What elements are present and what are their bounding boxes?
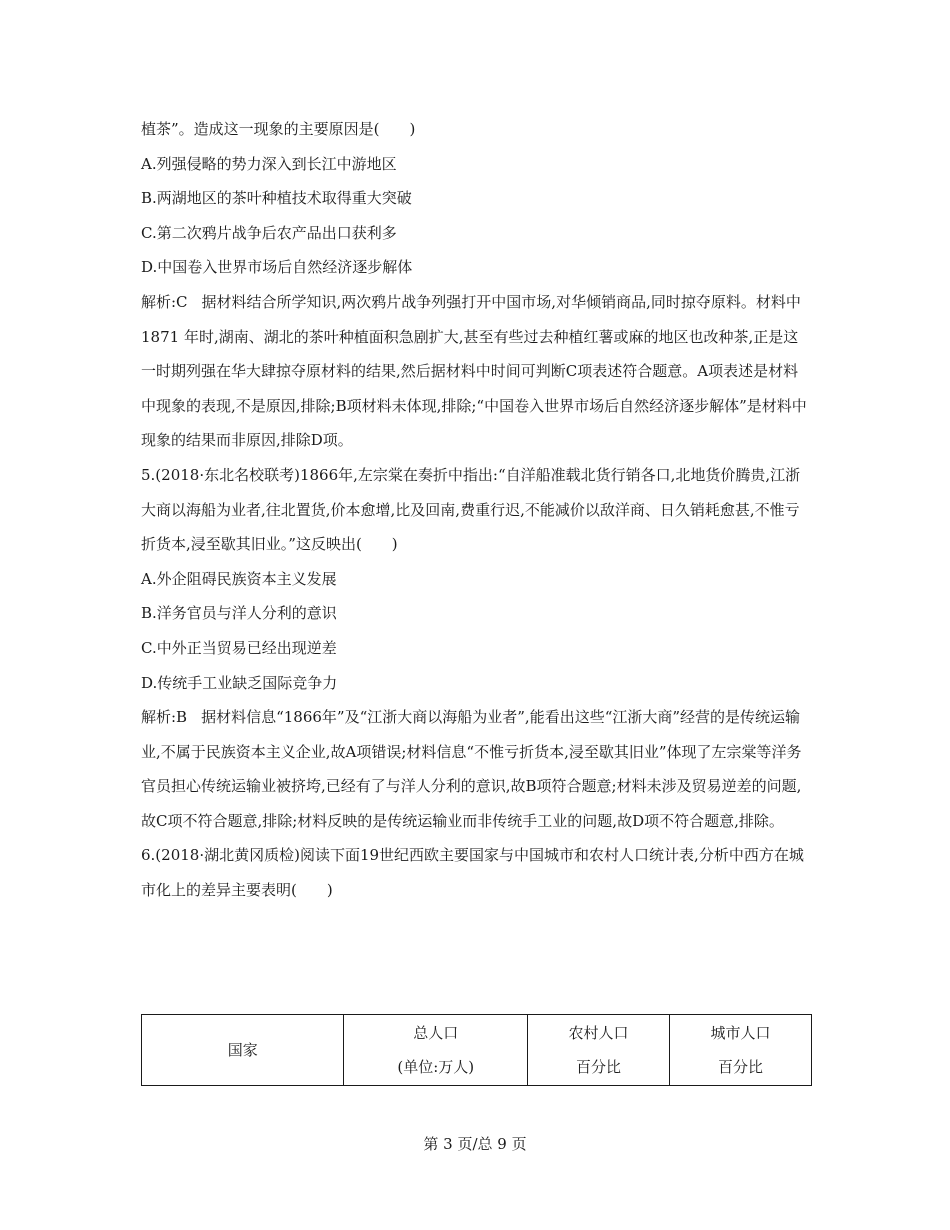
q5-option-a: A.外企阻碍民族资本主义发展 <box>141 569 337 588</box>
header-rural-population <box>528 1015 670 1086</box>
q4-option-b: B.两湖地区的茶叶种植技术取得重大突破 <box>141 189 412 208</box>
q5-option-c: C.中外正当贸易已经出现逆差 <box>141 638 337 657</box>
q4-stem-tail: 植茶”。造成这一现象的主要原因是( ) <box>141 120 416 138</box>
header-rural-line1: 农村人口 <box>568 1024 629 1042</box>
header-country-label: 国家 <box>227 1041 258 1059</box>
q4-option-d: D.中国卷入世界市场后自然经济逐步解体 <box>141 258 413 277</box>
q5-option-d: D.传统手工业缺乏国际竞争力 <box>141 673 338 692</box>
header-total-line2: (单位:万人) <box>397 1058 475 1076</box>
q4-option-a: A.列强侵略的势力深入到长江中游地区 <box>141 154 397 173</box>
q5-analysis-text: 据材料信息“1866年”及“江浙大商以海船为业者”,能看出这些“江浙大商”经营的是传统运输业,不属于民族资本主义企业,故A项错误;材料信息“不惟亏折货本,浸至歇其旧业”体现了左宗棠等洋务官员担心传统运输业被挤垮,已经有了与洋人分利的意识,故B项符合题意;材料未涉及贸易逆差的问题,故C项不符合题意,排除;材料反映的是传统运输业而非传统手工业的问题,故D项不符合题意,排除。 <box>141 708 802 830</box>
q5-option-b: B.洋务官员与洋人分利的意识 <box>141 604 337 623</box>
q4-analysis-label: 解析:C <box>141 292 188 311</box>
q5-analysis <box>141 700 813 838</box>
q5-stem: 5.(2018·东北名校联考)1866年,左宗棠在奏折中指出:“自洋船准载北货行销各口,北地货价腾贵,江浙大商以海船为业者,往北置货,价本愈增,比及回南,费重行迟,不能减价以敌洋商、日久销耗愈甚,不惟亏折货本,浸至歇其旧业。”这反映出( ) <box>141 465 801 554</box>
header-total-population <box>344 1015 528 1086</box>
population-table <box>141 1014 812 1086</box>
header-urban-line2: 百分比 <box>718 1058 764 1076</box>
q4-analysis-text: 据材料结合所学知识,两次鸦片战争列强打开中国市场,对华倾销商品,同时掠夺原料。材料中 1871 年时,湖南、湖北的茶叶种植面积急剧扩大,甚至有些过去种植红薯或麻的地区也改种茶,正是这一时期列强在华大肆掠夺原材料的结果,然后据材料中时间可判断C项表述符合题意。A项表述是材料中现象的表现,不是原因,排除;B项材料未体现,排除;“中国卷入世界市场后自然经济逐步解体”是材料中现象的结果而非原因,排除D项。 <box>141 292 807 450</box>
document-body <box>141 112 813 908</box>
q4-option-c: C.第二次鸦片战争后农产品出口获利多 <box>141 223 397 242</box>
q6-stem: 6.(2018·湖北黄冈质检)阅读下面19世纪西欧主要国家与中国城市和农村人口统计表,分析中西方在城市化上的差异主要表明( ) <box>141 846 804 900</box>
header-total-line1: 总人口 <box>413 1024 459 1042</box>
header-urban-population <box>670 1015 812 1086</box>
page-footer: 第 3 页/总 9 页 <box>423 1135 527 1153</box>
header-urban-line1: 城市人口 <box>710 1024 771 1042</box>
header-country <box>142 1015 344 1086</box>
q5-analysis-label: 解析:B <box>141 708 188 727</box>
header-rural-line2: 百分比 <box>576 1058 622 1076</box>
q4-analysis <box>141 285 813 458</box>
table-header-row <box>142 1015 812 1086</box>
